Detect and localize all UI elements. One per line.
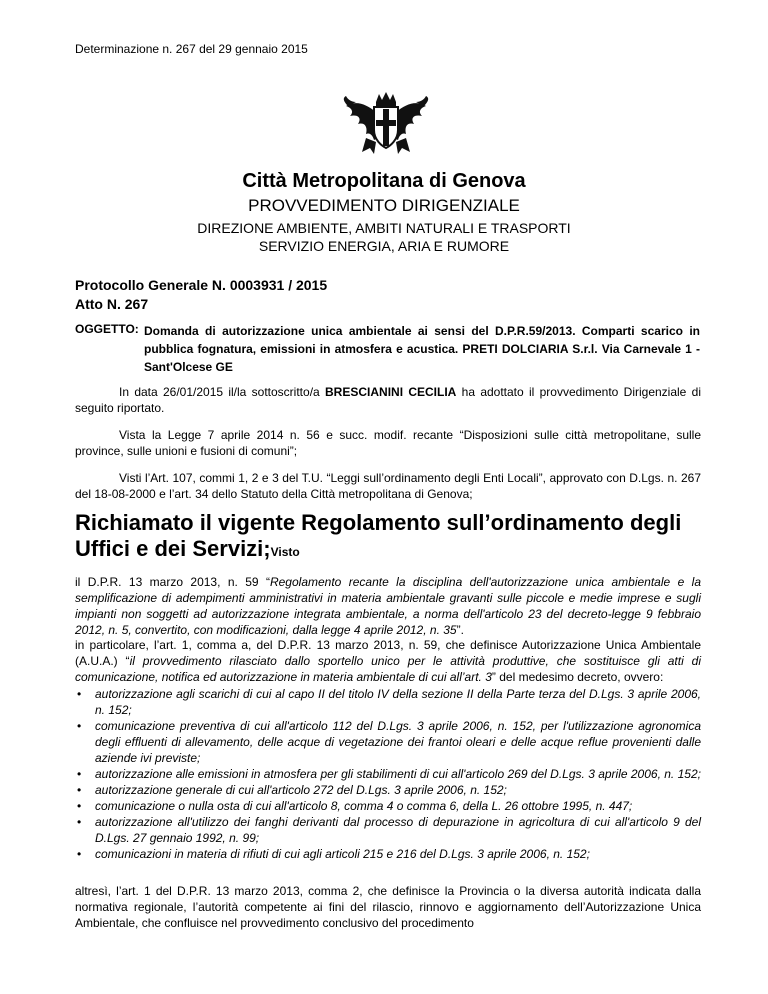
authorization-list	[75, 686, 701, 862]
dpr-title: Regolamento recante la disciplina dell'autorizzazione unica ambientale e la semplificazione di adempimenti amministrativi in materia ambientale gravanti sulle piccole e medie imprese e sugli impianti non soggetti ad autorizzazione integrata ambientale, a norma dell'articolo 23 del decreto-legge 9 febbraio 2012, n. 5, convertito, con modificazioni, dalla legge 4 aprile 2012, n. 35	[75, 575, 701, 637]
intro-paragraph	[75, 384, 701, 416]
dpr-paragraph	[75, 574, 701, 638]
list-item	[75, 814, 701, 846]
list-item	[75, 798, 701, 814]
paragraph-legge: Vista la Legge 7 aprile 2014 n. 56 e succ. modif. recante “Disposizioni sulle città metropolitane, sulle province, sulle unioni e fusioni di comuni”;	[75, 428, 701, 458]
list-item-text: comunicazioni in materia di rifiuti di cui agli articoli 215 e 216 del D.Lgs. 3 aprile 2006, n. 152;	[95, 847, 590, 861]
signatory-name: BRESCIANINI CECILIA	[325, 385, 457, 399]
section-heading	[75, 510, 701, 565]
list-item	[75, 718, 701, 766]
document-type: PROVVEDIMENTO DIRIGENZIALE	[248, 196, 520, 215]
intro-text-before: In data 26/01/2015 il/la sottoscritto/a	[119, 385, 326, 399]
entity-title: Città Metropolitana di Genova	[242, 170, 526, 192]
subject-label: OGGETTO:	[75, 322, 139, 336]
protocol-number: Protocollo Generale N. 0003931 / 2015	[75, 277, 328, 293]
list-item	[75, 766, 701, 782]
list-item	[75, 846, 701, 862]
bullet-icon: •	[77, 719, 82, 733]
genoa-coat-of-arms-icon	[340, 90, 432, 158]
department-name: DIREZIONE AMBIENTE, AMBITI NATURALI E TRASPORTI	[197, 220, 571, 236]
determination-header: Determinazione n. 267 del 29 gennaio 2015	[75, 42, 308, 56]
bullet-icon: •	[77, 799, 82, 813]
paragraph-tu: Visti l’Art. 107, commi 1, 2 e 3 del T.U. “Leggi sull’ordinamento degli Enti Locali”, approvato con D.Lgs. n. 267 del 18-08-2000 e l’art. 34 dello Statuto della Città metropolitana di Genova;	[75, 471, 701, 501]
intro-text-after: ha adottato il provvedimento Dirigenziale di seguito riportato.	[75, 385, 702, 415]
bullet-icon: •	[77, 687, 82, 701]
list-item-text: comunicazione o nulla osta di cui all'articolo 8, comma 4 o comma 6, della L. 26 ottobre 1995, n. 447;	[95, 799, 633, 813]
list-item-text: autorizzazione agli scarichi di cui al capo II del titolo IV della sezione II della Parte terza del D.Lgs. 3 aprile 2006, n. 152;	[95, 687, 701, 717]
particolare-quote: il provvedimento rilasciato dallo sportello unico per le attività produttive, che sostituisce gli atti di comunicazione, notifica ed autorizzazione in materia ambientale di cui all’art. 3	[75, 654, 701, 684]
list-item	[75, 782, 701, 798]
list-item	[75, 686, 701, 718]
list-item-text: comunicazione preventiva di cui all'articolo 112 del D.Lgs. 3 aprile 2006, n. 152, per l'utilizzazione agronomica degli effluenti di allevamento, delle acque di vegetazione dei frantoi oleari e delle acque reflue provenienti dalle aziende ivi previste;	[95, 719, 701, 765]
heading-suffix: Visto	[270, 545, 300, 559]
particolare-before: in particolare, l’art. 1, comma a, del D.P.R. 13 marzo 2013, n. 59, che definisce Autorizzazione Unica Ambientale (A.U.A.) “	[75, 638, 701, 668]
act-number: Atto N. 267	[75, 296, 149, 312]
particolare-after: ” del medesimo decreto, ovvero:	[491, 670, 664, 684]
bullet-icon: •	[77, 783, 82, 797]
list-item-text: autorizzazione all'utilizzo dei fanghi derivanti dal processo di depurazione in agricoltura di cui all'articolo 9 del D.Lgs. 27 gennaio 1992, n. 99;	[95, 815, 701, 845]
dpr-after: ”.	[456, 623, 464, 637]
subject-text: Domanda di autorizzazione unica ambientale ai sensi del D.P.R.59/2013. Comparti scarico in pubblica fognatura, emissioni in atmosfera e acustica. PRETI DOLCIARIA S.r.l. Via Carnevale 1 - Sant'Olcese GE	[144, 324, 700, 374]
bullet-icon: •	[77, 767, 82, 781]
list-item-text: autorizzazione alle emissioni in atmosfera per gli stabilimenti di cui all'articolo 269 del D.Lgs. 3 aprile 2006, n. 152;	[95, 767, 701, 781]
service-name: SERVIZIO ENERGIA, ARIA E RUMORE	[258, 238, 510, 254]
bullet-icon: •	[77, 815, 82, 829]
bullet-icon: •	[77, 847, 82, 861]
dpr-before: il D.P.R. 13 marzo 2013, n. 59 “	[75, 575, 270, 589]
heading-main: Richiamato il vigente Regolamento sull’ordinamento degli Uffici e dei Servizi;	[75, 510, 682, 561]
particolare-paragraph	[75, 637, 701, 685]
altresi-paragraph: altresì, l’art. 1 del D.P.R. 13 marzo 2013, comma 2, che definisce la Provincia o la diversa autorità indicata dalla normativa regionale, l’autorità competente ai fini del rilascio, rinnovo e aggiornamento dell’Autorizzazione Unica Ambientale, che confluisce nel provvedimento conclusivo del procedimento	[75, 884, 701, 930]
list-item-text: autorizzazione generale di cui all'articolo 272 del D.Lgs. 3 aprile 2006, n. 152;	[95, 783, 507, 797]
